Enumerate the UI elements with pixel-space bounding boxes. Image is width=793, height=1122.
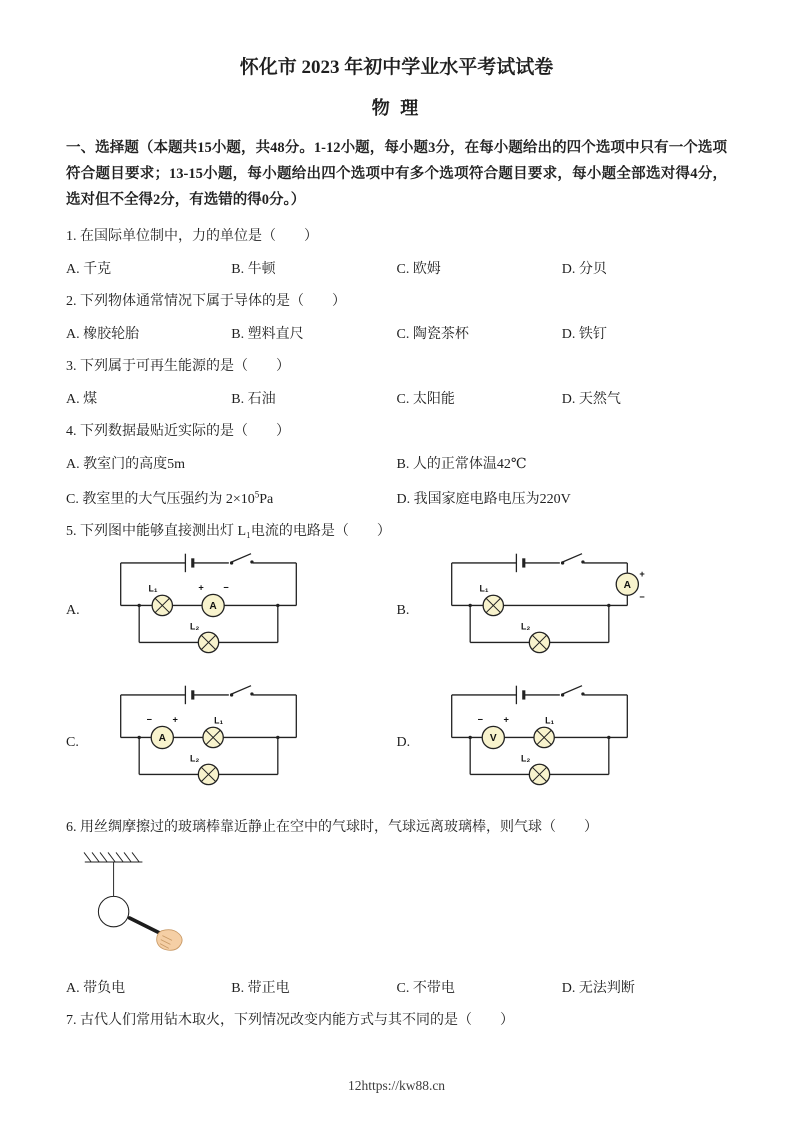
option-a: A. 千克 bbox=[66, 262, 112, 278]
section-intro: 一、选择题（本题共15小题，共48分。1-12小题，每小题3分，在每小题给出的四个选项中只有一个选项符合题目要求；13-15小题，每小题给出四个选项中有多个选项符合题目要求，每小题全部选对得4分，选对但不全得2分，有选错的得0分。） bbox=[66, 140, 727, 209]
junction-dot bbox=[276, 736, 279, 739]
option-c: C. 太阳能 bbox=[396, 392, 455, 408]
option-d: D. 天然气 bbox=[561, 392, 621, 408]
lamp-l2-icon bbox=[198, 765, 218, 785]
circuit-d-diagram bbox=[427, 682, 652, 804]
option-c-unit: Pa bbox=[259, 492, 274, 508]
option-d: D. 分贝 bbox=[561, 262, 607, 278]
option-b: B. 石油 bbox=[231, 392, 276, 408]
circuit-grid bbox=[66, 550, 727, 804]
ammeter-icon bbox=[616, 573, 638, 595]
switch-blade-icon bbox=[232, 686, 251, 694]
lamp-l1-label: L₁ bbox=[479, 583, 489, 594]
switch-contact-icon bbox=[250, 693, 253, 696]
circuit-c-label: C. bbox=[66, 735, 79, 751]
option-a: A. 教室门的高度5m bbox=[66, 457, 185, 473]
circuit-c-diagram bbox=[96, 682, 321, 804]
question-4-options bbox=[66, 453, 727, 508]
footer-watermark: 12https://kw88.cn bbox=[347, 1078, 446, 1093]
question-6-options bbox=[66, 977, 727, 997]
option-d: D. 铁钉 bbox=[561, 327, 607, 343]
question-1-stem: 1. 在国际单位制中，力的单位是（ ） bbox=[66, 229, 318, 245]
question-5-stem: 5. 下列图中能够直接测出灯 L₁电流的电路是（ ） bbox=[66, 524, 391, 540]
lamp-l2-label: L₂ bbox=[190, 621, 200, 632]
question-3 bbox=[66, 356, 727, 408]
question-3-options bbox=[66, 388, 727, 408]
lamp-l1-icon bbox=[152, 596, 172, 616]
circuit-b-diagram bbox=[427, 550, 652, 672]
voltmeter-icon bbox=[482, 727, 504, 749]
lamp-l2-label: L₂ bbox=[520, 753, 530, 764]
voltmeter-letter: V bbox=[489, 733, 497, 745]
lamp-l2-label: L₂ bbox=[520, 621, 530, 632]
ammeter-letter: A bbox=[623, 580, 631, 592]
question-1 bbox=[66, 226, 727, 278]
circuit-wires bbox=[451, 563, 627, 642]
minus-sign: − bbox=[477, 714, 483, 725]
ceiling-hatch-icon bbox=[84, 853, 142, 863]
circuit-b-label: B. bbox=[396, 603, 410, 619]
option-c: C. 不带电 bbox=[396, 981, 455, 997]
option-a: A. 橡胶轮胎 bbox=[66, 327, 140, 343]
circuit-cell-a bbox=[66, 550, 397, 672]
question-6-stem: 6. 用丝绸摩擦过的玻璃棒靠近静止在空中的气球时，气球远离玻璃棒，则气球（ ） bbox=[66, 820, 598, 836]
switch-contact-icon bbox=[250, 561, 253, 564]
junction-dot bbox=[607, 604, 610, 607]
circuit-cell-b bbox=[397, 550, 728, 672]
plus-sign: + bbox=[198, 582, 204, 593]
junction-dot bbox=[468, 736, 471, 739]
option-c-text: C. 教室里的大气压强约为 2×10 bbox=[66, 492, 255, 508]
question-4-stem: 4. 下列数据最贴近实际的是（ ） bbox=[66, 424, 290, 440]
circuit-d-label: D. bbox=[396, 735, 411, 751]
junction-dot bbox=[138, 736, 141, 739]
option-a: A. 带负电 bbox=[66, 981, 126, 997]
lamp-l2-icon bbox=[198, 633, 218, 653]
hand-icon bbox=[157, 930, 182, 951]
circuit-a-diagram bbox=[96, 550, 321, 672]
subject-title: 物 理 bbox=[371, 98, 422, 118]
switch-contact-icon bbox=[581, 693, 584, 696]
question-1-options bbox=[66, 258, 727, 278]
option-b: B. 塑料直尺 bbox=[231, 327, 304, 343]
ammeter-icon bbox=[151, 727, 173, 749]
lamp-l1-icon bbox=[483, 596, 503, 616]
question-2 bbox=[66, 291, 727, 343]
question-4 bbox=[66, 421, 727, 508]
plus-sign: + bbox=[503, 714, 509, 725]
ammeter-letter: A bbox=[158, 733, 166, 745]
lamp-l1-label: L₁ bbox=[544, 715, 554, 726]
minus-sign: − bbox=[638, 592, 645, 603]
lamp-l2-label: L₂ bbox=[190, 753, 200, 764]
lamp-l1-label: L₁ bbox=[148, 583, 158, 594]
lamp-l2-icon bbox=[529, 633, 549, 653]
option-c: C. 欧姆 bbox=[396, 262, 441, 278]
circuit-cell-d bbox=[397, 682, 728, 804]
question-3-stem: 3. 下列属于可再生能源的是（ ） bbox=[66, 359, 290, 375]
question-2-options bbox=[66, 323, 727, 343]
circuit-cell-c bbox=[66, 682, 397, 804]
lamp-l1-label: L₁ bbox=[214, 715, 224, 726]
balloon-icon bbox=[98, 897, 128, 927]
option-d: D. 我国家庭电路电压为220V bbox=[396, 492, 571, 508]
question-5 bbox=[66, 521, 727, 804]
junction-dot bbox=[607, 736, 610, 739]
option-c: C. 陶瓷茶杯 bbox=[396, 327, 469, 343]
question-7 bbox=[66, 1010, 727, 1031]
minus-sign: − bbox=[223, 582, 229, 593]
option-c bbox=[66, 488, 397, 508]
plus-sign: + bbox=[638, 569, 645, 580]
lamp-l1-icon bbox=[533, 728, 553, 748]
lamp-l2-icon bbox=[529, 765, 549, 785]
option-b: B. 牛顿 bbox=[231, 262, 276, 278]
switch-blade-icon bbox=[562, 554, 581, 562]
page-title: 怀化市 2023 年初中学业水平考试试卷 bbox=[239, 57, 554, 78]
option-c-superscript: 5 bbox=[254, 489, 260, 500]
plus-sign: + bbox=[172, 714, 178, 725]
option-a: A. 煤 bbox=[66, 392, 98, 408]
junction-dot bbox=[138, 604, 141, 607]
option-b: B. 带正电 bbox=[231, 981, 290, 997]
switch-blade-icon bbox=[232, 554, 251, 562]
junction-dot bbox=[276, 604, 279, 607]
question-6 bbox=[66, 817, 727, 997]
junction-dot bbox=[468, 604, 471, 607]
question-2-stem: 2. 下列物体通常情况下属于导体的是（ ） bbox=[66, 294, 346, 310]
ammeter-icon bbox=[202, 595, 224, 617]
lamp-l1-icon bbox=[203, 728, 223, 748]
option-b: B. 人的正常体温42℃ bbox=[396, 457, 527, 473]
question-6-figure bbox=[72, 846, 232, 966]
switch-contact-icon bbox=[581, 561, 584, 564]
switch-blade-icon bbox=[562, 686, 581, 694]
question-7-stem: 7. 古代人们常用钻木取火，下列情况改变内能方式与其不同的是（ ） bbox=[66, 1013, 514, 1029]
ammeter-letter: A bbox=[209, 601, 217, 613]
option-d: D. 无法判断 bbox=[561, 981, 635, 997]
circuit-a-label: A. bbox=[66, 603, 80, 619]
minus-sign: − bbox=[146, 714, 153, 725]
